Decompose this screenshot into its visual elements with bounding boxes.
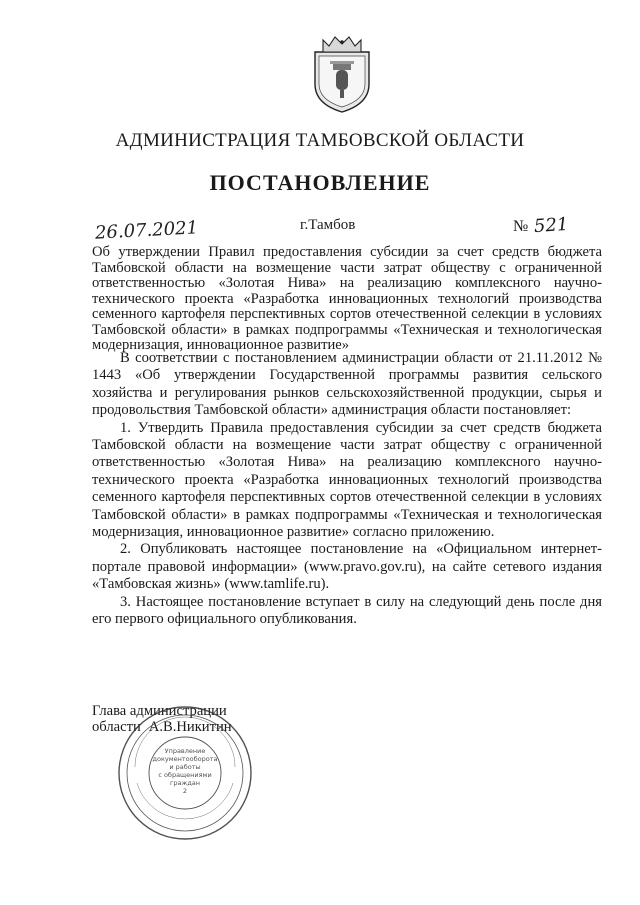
document-subject: Об утверждении Правил предоставления субсидии за счет средств бюджета Тамбовской области на возмещение части затрат обществу с ограниченной ответственностью «Золотая Нива» на реализацию комплексного научно-технического проекта «Разработка инновационных технологий производства семенного картофеля перспективных сортов отечественной селекции в условиях Тамбовской области» в рамках подпрограммы «Техническая и технологическая модернизация, инновационное развитие» <box>92 244 602 353</box>
stamp-line: с обращениями <box>158 771 212 779</box>
signatory-position-2: области <box>92 719 141 735</box>
tambov-coat-of-arms-icon <box>309 34 375 114</box>
stamp-line: и работы <box>169 763 201 771</box>
stamp-line: граждан <box>169 779 201 787</box>
document-type-title: ПОСТАНОВЛЕНИЕ <box>209 170 431 195</box>
signatory-name: А.В.Никитин <box>148 719 232 735</box>
organization-title: АДМИНИСТРАЦИЯ ТАМБОВСКОЙ ОБЛАСТИ <box>115 130 525 151</box>
signatory-position: Глава администрации <box>92 703 227 719</box>
stamp-line: 2 <box>182 787 188 795</box>
stamp-line: документооборота <box>152 755 218 763</box>
preamble-paragraph: В соответствии с постановлением администрации области от 21.11.2012 № 1443 «Об утверждении Государственной программы развития сельского хозяйства и регулирования рынков сельскохозяйственной продукции, сырья и продовольствия Тамбовской области» администрация области постановляет: <box>92 350 602 419</box>
official-stamp-icon <box>115 703 255 843</box>
document-date: 26.07.2021 <box>94 217 199 244</box>
number-value: 521 <box>533 213 570 238</box>
document-number <box>513 215 569 236</box>
item-paragraph: 2. Опубликовать настоящее постановление на «Официальном интернет-портале правовой информации» (www.pravo.gov.ru), на сайте сетевого издания «Тамбовская жизнь» (www.tamlife.ru). <box>92 541 602 593</box>
stamp-line: Управление <box>164 747 206 755</box>
document-body <box>92 350 602 629</box>
number-label: № <box>513 218 529 235</box>
document-city: г.Тамбов <box>300 217 356 233</box>
item-paragraph: 1. Утвердить Правила предоставления субсидии за счет средств бюджета Тамбовской области на возмещение части затрат обществу с ограниченной ответственностью «Золотая Нива» на реализацию комплексного научно-технического проекта «Разработка инновационных технологий производства семенного картофеля перспективных сортов отечественной селекции в условиях Тамбовской области» в рамках подпрограммы «Техническая и технологическая модернизация, инновационное развитие» согласно приложению. <box>92 419 602 541</box>
item-paragraph: 3. Настоящее постановление вступает в силу на следующий день после дня его первого официального опубликования. <box>92 593 602 628</box>
